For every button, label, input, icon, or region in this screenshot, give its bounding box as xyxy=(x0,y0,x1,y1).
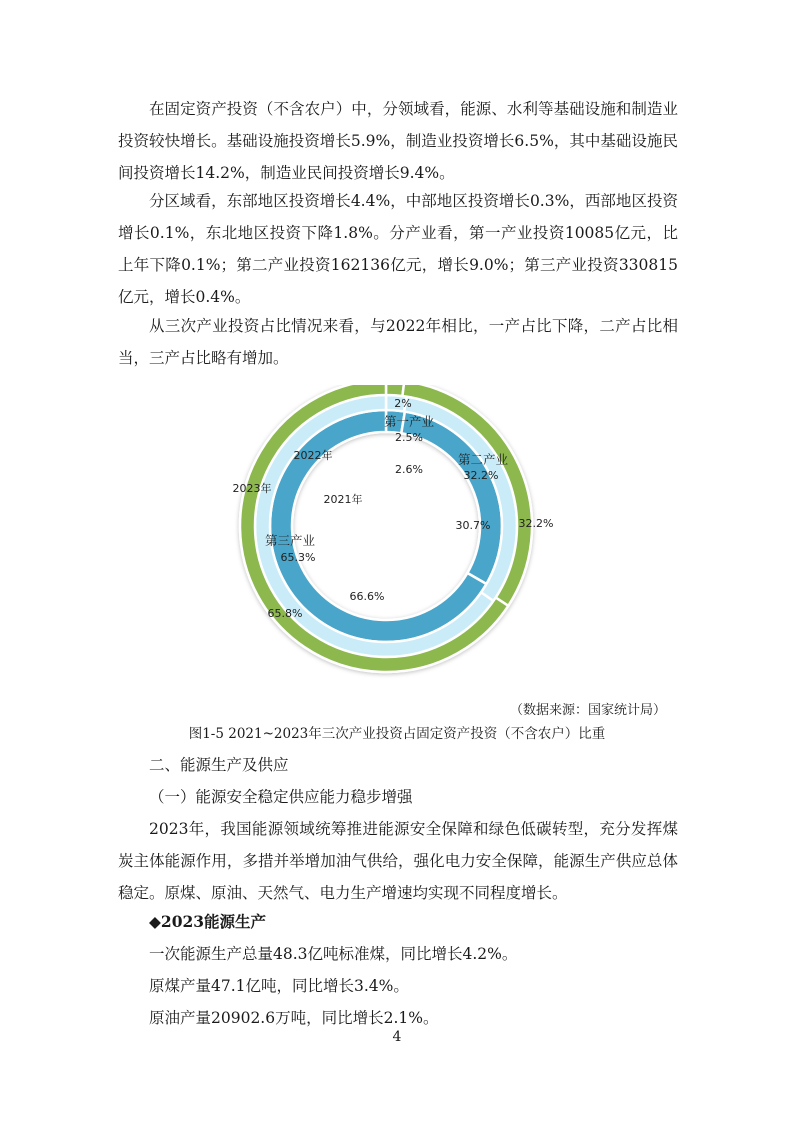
series-label-0: 2021年 xyxy=(323,493,363,506)
category-label-0: 第一产业 xyxy=(383,414,435,429)
value-label-1-1: 32.2% xyxy=(463,469,499,482)
value-label-0-0: 2.6% xyxy=(395,463,423,476)
value-label-1-2: 65.3% xyxy=(280,551,316,564)
stat-primary-energy: 一次能源生产总量48.3亿吨标准煤，同比增长4.2%。 xyxy=(149,945,518,963)
category-label-1: 第二产业 xyxy=(457,452,509,467)
stat-raw-coal: 原煤产量47.1亿吨，同比增长3.4%。 xyxy=(149,977,409,995)
value-label-2-0: 2% xyxy=(394,397,412,410)
paragraph-industry-share: 从三次产业投资占比情况来看，与2022年相比，一产占比下降，二产占比相当，三产占比略有增加。 xyxy=(118,317,678,367)
page-number: 4 xyxy=(392,1029,402,1045)
series-label-1: 2022年 xyxy=(293,449,333,462)
industry-share-donut-chart xyxy=(200,385,580,685)
value-label-1-0: 2.5% xyxy=(395,431,423,444)
value-label-2-1: 32.2% xyxy=(518,517,554,530)
section-heading: 二、能源生产及供应 xyxy=(149,756,289,774)
paragraph-investment-domain: 在固定资产投资（不含农户）中，分领域看，能源、水利等基础设施和制造业投资较快增长。基础设施投资增长5.9%，制造业投资增长6.5%，其中基础设施民间投资增长14.2%，制造业民间投资增长9.4%。 xyxy=(118,100,678,182)
value-label-2-2: 65.8% xyxy=(267,607,303,620)
value-label-0-1: 30.7% xyxy=(455,519,491,532)
subsection-heading: （一）能源安全稳定供应能力稳步增强 xyxy=(149,788,413,806)
series-label-2: 2023年 xyxy=(232,482,272,495)
paragraph-energy: 2023年，我国能源领域统筹推进能源安全保障和绿色低碳转型，充分发挥煤炭主体能源作用，多措并举增加油气供给，强化电力安全保障，能源生产供应总体稳定。原煤、原油、天然气、电力生产增速均实现不同程度增长。 xyxy=(118,820,678,902)
figure-caption: 图1-5 2021~2023年三次产业投资占固定资产投资（不含农户）比重 xyxy=(188,726,606,742)
value-label-0-2: 66.6% xyxy=(349,590,385,603)
highlight-title: ◆2023能源生产 xyxy=(149,912,267,931)
category-label-2: 第三产业 xyxy=(264,533,316,548)
paragraph-investment-region: 分区域看，东部地区投资增长4.4%，中部地区投资增长0.3%，西部地区投资增长0.1%，东北地区投资下降1.8%。分产业看，第一产业投资10085亿元，比上年下降0.1%；第二产业投资162136亿元，增长9.0%；第三产业投资330815亿元，增长0.4%。 xyxy=(118,192,678,306)
data-source-note: （数据来源：国家统计局） xyxy=(509,703,666,718)
stat-crude-oil: 原油产量20902.6万吨，同比增长2.1%。 xyxy=(149,1009,439,1027)
